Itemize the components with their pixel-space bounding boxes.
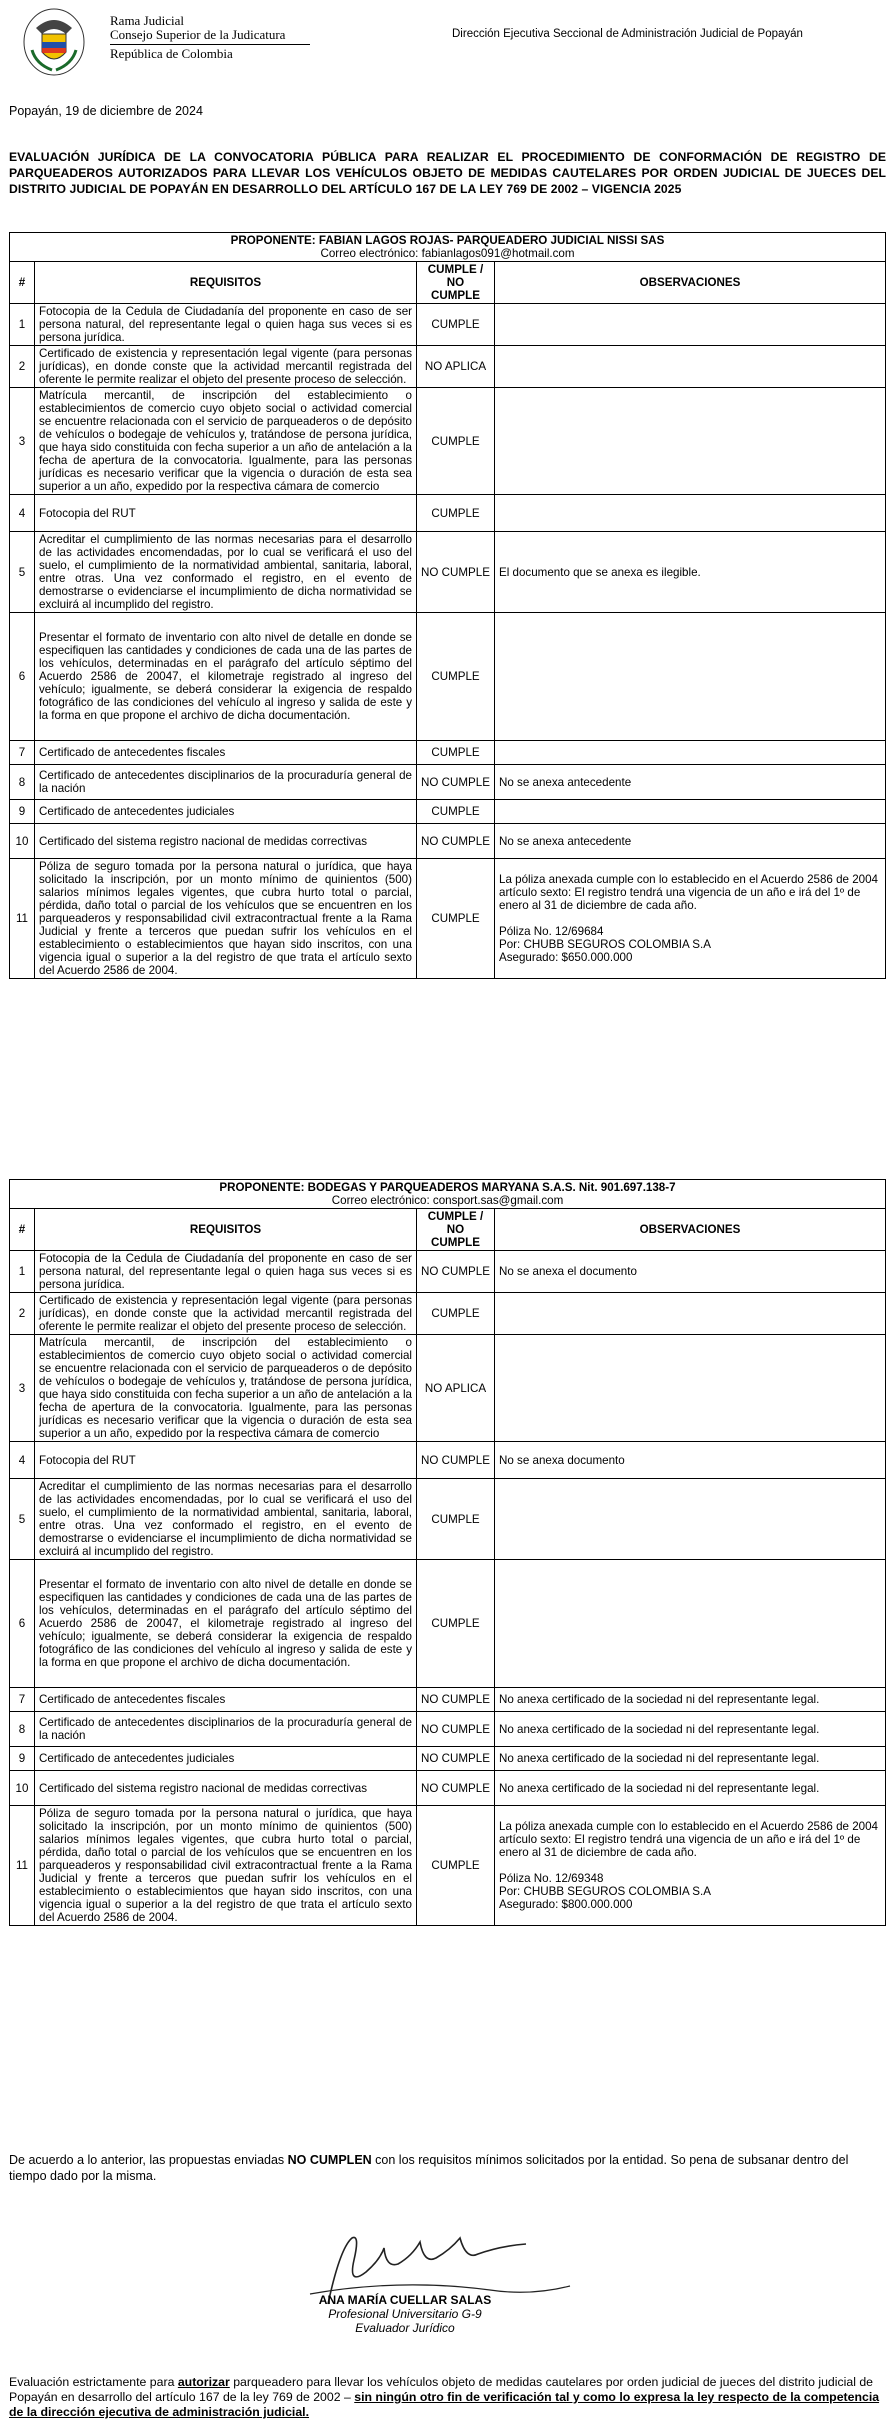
row-number: 8 (10, 1712, 35, 1747)
table-row (10, 1747, 886, 1771)
table-row (10, 800, 886, 824)
compliance-status: NO CUMPLE (417, 1747, 495, 1771)
institution-block (110, 14, 310, 61)
observation-text (495, 1335, 886, 1442)
row-number: 8 (10, 765, 35, 800)
signer-name: ANA MARÍA CUELLAR SALAS (318, 2293, 492, 2307)
institution-line1: Rama Judicial (110, 13, 185, 28)
institution-line3: República de Colombia (110, 46, 233, 61)
row-number: 5 (10, 532, 35, 613)
observation-text: La póliza anexada cumple con lo establecido en el Acuerdo 2586 de 2004 artículo sexto: El registro tendrá una vigencia de un año e irá del 1º de enero al 31 de diciembre de cada año. Póliza No. 12/69684 Por: CHUBB SEGUROS COLOMBIA S.A Asegurado: $650.000.000 (495, 859, 886, 979)
row-number: 5 (10, 1479, 35, 1560)
row-number: 4 (10, 495, 35, 532)
compliance-status: CUMPLE (417, 613, 495, 741)
footer-text-b: parqueadero para llevar los vehículos objeto de medidas cautelares por orden judicial de jueces del distrito judicial de Popayán en desarrollo del artículo 167 de la ley 769 de 2002 – (9, 2375, 874, 2404)
table-row (10, 304, 886, 346)
observation-text (495, 741, 886, 765)
observation-text: El documento que se anexa es ilegible. (495, 532, 886, 613)
footer-note (9, 2375, 886, 2420)
row-number: 2 (10, 346, 35, 388)
requirement-text: Certificado de existencia y representación legal vigente (para personas jurídicas), en donde conste que la actividad mercantil registrada del oferente le permite realizar el objeto del presente proceso de selección. (35, 1293, 417, 1335)
row-number: 1 (10, 1251, 35, 1293)
compliance-status: NO CUMPLE (417, 1771, 495, 1806)
row-number: 9 (10, 1747, 35, 1771)
observation-text: No anexa certificado de la sociedad ni del representante legal. (495, 1688, 886, 1712)
requirement-text: Certificado del sistema registro nacional de medidas correctivas (35, 824, 417, 859)
requirement-text: Póliza de seguro tomada por la persona natural o jurídica, que haya solicitado la inscripción, por un monto mínimo de quinientos (500) salarios mínimos legales vigentes, que cubra hurto total o parcial, pérdida, daño total o parcial de los vehículos que se encuentren en los parqueaderos y responsabilidad civil extracontractual frente a la Rama Judicial y frente a terceros que puedan sufrir los vehículos en el establecimiento o establecimientos que hayan sido inscritos, con una vigencia igual o superior a la del registro de que trata el artículo sexto del Acuerdo 2586 de 2004. (35, 859, 417, 979)
compliance-status: NO CUMPLE (417, 1688, 495, 1712)
row-number: 10 (10, 824, 35, 859)
table-row (10, 1293, 886, 1335)
proponent-table-1 (9, 232, 886, 979)
table-row (10, 495, 886, 532)
proponent-email: Correo electrónico: fabianlagos091@hotmail.com (320, 247, 575, 260)
observation-text (495, 800, 886, 824)
observation-text: La póliza anexada cumple con lo establecido en el Acuerdo 2586 de 2004 artículo sexto: El registro tendrá una vigencia de un año e irá del 1º de enero al 31 de diciembre de cada año. Póliza No. 12/69348 Por: CHUBB SEGUROS COLOMBIA S.A Asegurado: $800.000.000 (495, 1806, 886, 1926)
row-number: 11 (10, 1806, 35, 1926)
compliance-status: NO CUMPLE (417, 532, 495, 613)
requirement-text: Fotocopia de la Cedula de Ciudadanía del proponente en caso de ser persona natural, del representante legal o quien haga sus veces si es persona jurídica. (35, 304, 417, 346)
compliance-status: CUMPLE (417, 304, 495, 346)
row-number: 3 (10, 1335, 35, 1442)
compliance-status: CUMPLE (417, 800, 495, 824)
row-number: 6 (10, 613, 35, 741)
requirement-text: Acreditar el cumplimiento de las normas necesarias para el desarrollo de las actividades encomendadas, por lo cual se verificará el uso del suelo, el cumplimiento de la normatividad ambiental, sanitaria, laboral, entre otras. Una vez conformado el registro, en el evento de demostrarse o evidenciarse el incumplimiento de dicha normatividad se excluirá al incumplido del registro. (35, 1479, 417, 1560)
table-row (10, 859, 886, 979)
observation-text (495, 495, 886, 532)
requirement-text: Fotocopia de la Cedula de Ciudadanía del proponente en caso de ser persona natural, del representante legal o quien haga sus veces si es persona jurídica. (35, 1251, 417, 1293)
table-row (10, 1688, 886, 1712)
requirement-text: Certificado de antecedentes judiciales (35, 800, 417, 824)
col-header-num: # (10, 262, 35, 304)
table-row (10, 1712, 886, 1747)
row-number: 4 (10, 1442, 35, 1479)
requirement-text: Certificado de antecedentes fiscales (35, 1688, 417, 1712)
observation-text: No anexa certificado de la sociedad ni del representante legal. (495, 1771, 886, 1806)
row-number: 9 (10, 800, 35, 824)
signature-block (290, 2293, 520, 2335)
requirement-text: Matrícula mercantil, de inscripción del establecimiento o establecimientos de comercio cuyo objeto social o actividad comercial se encuentre relacionada con el servicio de parqueaderos o de depósito de vehículos o bodegaje de vehículos y, tratándose de persona jurídica, que haya sido constituida con fecha superior a un año de antelación a la fecha de apertura de la convocatoria. Igualmente, para las personas jurídicas es necesario verificar que la vigencia o duración de esta sea superior a un año, expedido por la respectiva cámara de comercio (35, 388, 417, 495)
table-row (10, 1335, 886, 1442)
letterhead (22, 6, 872, 88)
document-date: Popayán, 19 de diciembre de 2024 (9, 104, 203, 118)
institution-divider (110, 44, 310, 45)
conclusion-text-b: con los requisitos mínimos solicitados por la entidad. So pena de subsanar dentro del tiempo dado por la misma. (9, 2153, 849, 2183)
row-number: 3 (10, 388, 35, 495)
compliance-status: CUMPLE (417, 1293, 495, 1335)
observation-text: No anexa certificado de la sociedad ni del representante legal. (495, 1712, 886, 1747)
row-number: 1 (10, 304, 35, 346)
requirement-text: Presentar el formato de inventario con alto nivel de detalle en donde se especifiquen las cantidades y condiciones de cada una de las partes de los vehículos, determinadas en el parágrafo del artículo séptimo del Acuerdo 2586 de 20047, el kilometraje registrado al ingreso del vehículo; igualmente, se deberá considerar la exigencia de respaldo fotográfico de las condiciones del vehículo al ingreso y salida de este y la forma en que propone el archivo de dicha documentación. (35, 613, 417, 741)
row-number: 11 (10, 859, 35, 979)
institution-line2: Consejo Superior de la Judicatura (110, 27, 286, 42)
observation-text (495, 613, 886, 741)
table-row (10, 1560, 886, 1688)
table-row (10, 346, 886, 388)
proponent-name: PROPONENTE: FABIAN LAGOS ROJAS- PARQUEADERO JUDICIAL NISSI SAS (230, 234, 665, 247)
proponent-table-2 (9, 1179, 886, 1926)
observation-text: No se anexa antecedente (495, 824, 886, 859)
row-number: 7 (10, 741, 35, 765)
requirement-text: Fotocopia del RUT (35, 495, 417, 532)
compliance-status: CUMPLE (417, 1806, 495, 1926)
observation-text (495, 388, 886, 495)
observation-text (495, 1560, 886, 1688)
colombia-coat-of-arms-icon (22, 6, 86, 78)
observation-text (495, 1479, 886, 1560)
proponent-header (10, 233, 886, 262)
compliance-status: NO APLICA (417, 1335, 495, 1442)
col-header-num: # (10, 1209, 35, 1251)
requirement-text: Certificado de existencia y representación legal vigente (para personas jurídicas), en donde conste que la actividad mercantil registrada del oferente le permite realizar el objeto del presente proceso de selección. (35, 346, 417, 388)
requirement-text: Póliza de seguro tomada por la persona natural o jurídica, que haya solicitado la inscripción, por un monto mínimo de quinientos (500) salarios mínimos legales vigentes, que cubra hurto total o parcial, pérdida, daño total o parcial de los vehículos que se encuentren en los parqueaderos y responsabilidad civil extracontractual frente a la Rama Judicial y frente a terceros que puedan sufrir los vehículos en el establecimiento o establecimientos que hayan sido inscritos, con una vigencia igual o superior a la del registro de que trata el artículo sexto del Acuerdo 2586 de 2004. (35, 1806, 417, 1926)
col-header-compliance: CUMPLE / NO CUMPLE (417, 262, 495, 304)
observation-text: No anexa certificado de la sociedad ni del representante legal. (495, 1747, 886, 1771)
observation-text (495, 304, 886, 346)
compliance-status: CUMPLE (417, 495, 495, 532)
proponent-email: Correo electrónico: consport.sas@gmail.com (331, 1194, 564, 1207)
compliance-status: NO CUMPLE (417, 1251, 495, 1293)
issuing-office: Dirección Ejecutiva Seccional de Administración Judicial de Popayán (452, 28, 803, 40)
compliance-status: NO CUMPLE (417, 824, 495, 859)
requirement-text: Certificado de antecedentes disciplinarios de la procuraduría general de la nación (35, 1712, 417, 1747)
col-header-requirements: REQUISITOS (35, 262, 417, 304)
requirement-text: Acreditar el cumplimiento de las normas necesarias para el desarrollo de las actividades encomendadas, por lo cual se verificará el uso del suelo, el cumplimiento de la normatividad ambiental, sanitaria, laboral, entre otras. Una vez conformado el registro, en el evento de demostrarse o evidenciarse el incumplimiento de dicha normatividad se excluirá al incumplido del registro. (35, 532, 417, 613)
observation-text: No se anexa antecedente (495, 765, 886, 800)
document-title: EVALUACIÓN JURÍDICA DE LA CONVOCATORIA PÚBLICA PARA REALIZAR EL PROCEDIMIENTO DE CONFORMACIÓN DE REGISTRO DE PARQUEADEROS AUTORIZADOS PARA LLEVAR LOS VEHÍCULOS OBJETO DE MEDIDAS CAUTELARES POR ORDEN JUDICIAL DE JUECES DEL DISTRITO JUDICIAL DE POPAYÁN EN DESARROLLO DEL ARTÍCULO 167 DE LA LEY 769 DE 2002 – VIGENCIA 2025 (9, 150, 886, 196)
footer-emph-scope: sin ningún otro fin de verificación tal y como lo expresa la ley respecto de la competencia de la dirección ejecutiva de administración judicial. (9, 2390, 880, 2419)
compliance-status: NO CUMPLE (417, 765, 495, 800)
requirement-text: Certificado del sistema registro nacional de medidas correctivas (35, 1771, 417, 1806)
table-row (10, 1806, 886, 1926)
row-number: 7 (10, 1688, 35, 1712)
conclusion-verdict: NO CUMPLEN (287, 2153, 372, 2167)
observation-text: No se anexa el documento (495, 1251, 886, 1293)
table-row (10, 824, 886, 859)
table-row (10, 613, 886, 741)
table-row (10, 741, 886, 765)
requirement-text: Certificado de antecedentes disciplinarios de la procuraduría general de la nación (35, 765, 417, 800)
table-row (10, 388, 886, 495)
col-header-compliance: CUMPLE / NO CUMPLE (417, 1209, 495, 1251)
signer-function: Evaluador Jurídico (355, 2321, 455, 2335)
observation-text: No se anexa documento (495, 1442, 886, 1479)
col-header-observations: OBSERVACIONES (495, 1209, 886, 1251)
row-number: 10 (10, 1771, 35, 1806)
signer-role: Profesional Universitario G-9 (328, 2307, 482, 2321)
compliance-status: NO APLICA (417, 346, 495, 388)
table-row (10, 765, 886, 800)
compliance-status: CUMPLE (417, 741, 495, 765)
col-header-observations: OBSERVACIONES (495, 262, 886, 304)
table-row (10, 1771, 886, 1806)
row-number: 2 (10, 1293, 35, 1335)
proponent-name: PROPONENTE: BODEGAS Y PARQUEADEROS MARYANA S.A.S. Nit. 901.697.138-7 (219, 1181, 676, 1194)
footer-emph-authorize: autorizar (177, 2375, 230, 2389)
compliance-status: CUMPLE (417, 859, 495, 979)
compliance-status: CUMPLE (417, 1560, 495, 1688)
compliance-status: CUMPLE (417, 388, 495, 495)
conclusion-paragraph (9, 2152, 879, 2184)
table-row (10, 1251, 886, 1293)
conclusion-text-a: De acuerdo a lo anterior, las propuestas enviadas (9, 2153, 288, 2167)
requirement-text: Matrícula mercantil, de inscripción del establecimiento o establecimientos de comercio cuyo objeto social o actividad comercial se encuentre relacionada con el servicio de parqueaderos o de depósito de vehículos o bodegaje de vehículos y, tratándose de persona jurídica, que haya sido constituida con fecha superior a un año de antelación a la fecha de apertura de la convocatoria. Igualmente, para las personas jurídicas es necesario verificar que la vigencia o duración de esta sea superior a un año, expedido por la respectiva cámara de comercio (35, 1335, 417, 1442)
compliance-status: NO CUMPLE (417, 1442, 495, 1479)
observation-text (495, 1293, 886, 1335)
table-row (10, 532, 886, 613)
footer-text-a: Evaluación estrictamente para (9, 2375, 178, 2389)
table-row (10, 1442, 886, 1479)
requirement-text: Certificado de antecedentes judiciales (35, 1747, 417, 1771)
requirement-text: Presentar el formato de inventario con alto nivel de detalle en donde se especifiquen las cantidades y condiciones de cada una de las partes de los vehículos, determinadas en el parágrafo del artículo séptimo del Acuerdo 2586 de 20047, el kilometraje registrado al ingreso del vehículo; igualmente, se deberá considerar la exigencia de respaldo fotográfico de las condiciones del vehículo al ingreso y salida de este y la forma en que propone el archivo de dicha documentación. (35, 1560, 417, 1688)
compliance-status: NO CUMPLE (417, 1712, 495, 1747)
observation-text (495, 346, 886, 388)
col-header-requirements: REQUISITOS (35, 1209, 417, 1251)
compliance-status: CUMPLE (417, 1479, 495, 1560)
row-number: 6 (10, 1560, 35, 1688)
proponent-header (10, 1180, 886, 1209)
table-row (10, 1479, 886, 1560)
requirement-text: Certificado de antecedentes fiscales (35, 741, 417, 765)
requirement-text: Fotocopia del RUT (35, 1442, 417, 1479)
